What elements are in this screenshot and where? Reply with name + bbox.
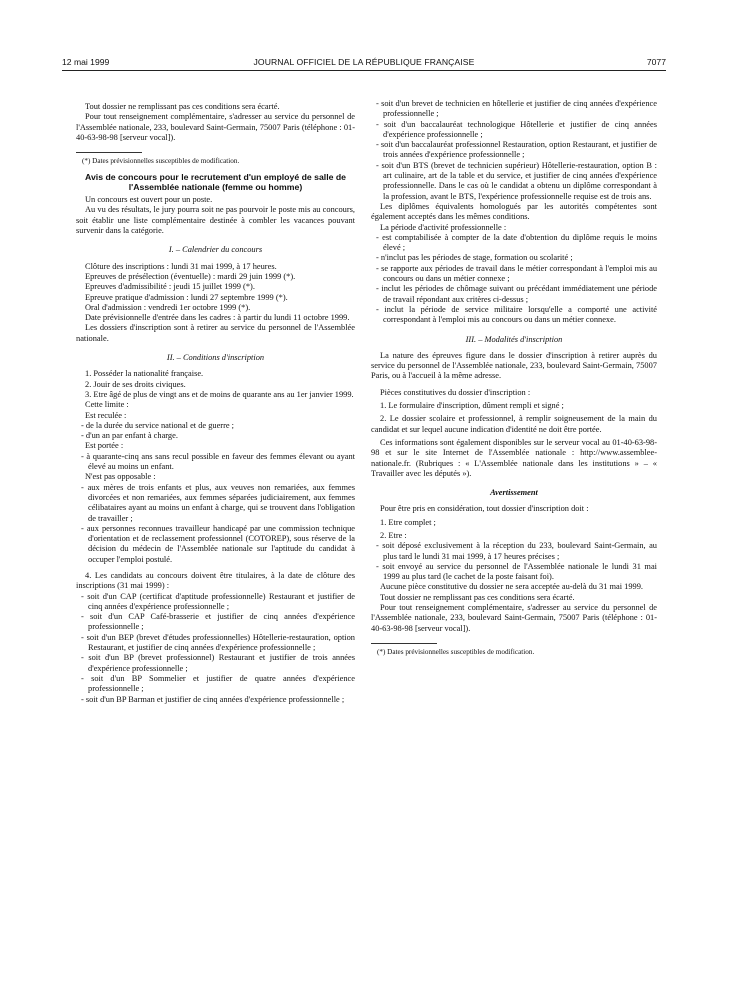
footnote-rule: [371, 643, 437, 644]
list-item: - soit envoyé au service du personnel de l'Assemblée nationale le lundi 31 mai 1999 au plus tard (le cachet de la poste faisant foi).: [376, 561, 657, 582]
notice-title: Avis de concours pour le recrutement d'un employé de salle de l'Assemblée nationale (femme ou homme): [85, 172, 346, 193]
issue-date: 12 mai 1999: [62, 57, 110, 67]
calendar-line: Les dossiers d'inscription sont à retirer au service du personnel de l'Assemblée nationale.: [76, 323, 355, 343]
list-item: - soit d'un BP (brevet professionnel) Restaurant et justifier de trois années d'expérience professionnelle ;: [81, 653, 356, 673]
list-item: - à quarante-cinq ans sans recul possible en faveur des femmes élevant ou ayant élevé au moins un enfant.: [81, 451, 355, 472]
list-item: - soit d'un CAP (certificat d'aptitude professionnelle) Restaurant et justifier de cinq années d'expérience professionnelle ;: [81, 591, 355, 611]
calendar-line: Oral d'admission : vendredi 1er octobre 1999 (*).: [85, 302, 251, 312]
condition-item: 1. Posséder la nationalité française.: [85, 369, 204, 379]
list-item: 2. Etre :: [380, 530, 407, 540]
section-heading: II. – Conditions d'inscription: [166, 353, 265, 363]
paragraph: Pour tout renseignement complémentaire, s'adresser au service du personnel de l'Assemblée nationale, 233, boulevard Saint-Germain, 75007 Paris (téléphone : 01-40-63-98-98 [serveur vocal]).: [76, 112, 355, 142]
list-item: - inclut la période de service militaire lorsqu'elle a comporté une activité correspondant à l'emploi mis au concours ou dans un métier connexe.: [376, 304, 657, 325]
list-item: - soit d'un BP Barman et justifier de cinq années d'expérience professionnelle ;: [81, 694, 345, 704]
list-item: - soit d'un CAP Café-brasserie et justifier de cinq années d'expérience professionnelle ;: [81, 612, 355, 632]
paragraph: Pour tout renseignement complémentaire, s'adresser au service du personnel de l'Assemblée nationale, 233, boulevard Saint-Germain, 75007 Paris (téléphone : 01-40-63-98-98 [serveur vocal]).: [371, 603, 657, 633]
list-item: - aux mères de trois enfants et plus, aux veuves non remariées, aux femmes divorcées et non remariées, aux femmes séparées judiciairement, aux femmes célibataires ayant au moins un enfant à charge, qui se trouvent dans l'obligation de travailler ;: [81, 482, 355, 523]
calendar-line: Epreuves de présélection (éventuelle) : mardi 29 juin 1999 (*).: [85, 271, 296, 281]
list-item: - soit déposé exclusivement à la réception du 233, boulevard Saint-Germain, au plus tard le lundi 31 mai 1999, à 17 heures précises ;: [376, 541, 657, 561]
page-number: 7077: [646, 57, 666, 67]
calendar-line: Clôture des inscriptions : lundi 31 mai 1999, à 17 heures.: [85, 261, 277, 271]
list-item: - n'inclut pas les périodes de stage, formation ou scolarité ;: [376, 253, 573, 263]
list-item: - soit d'un BP Sommelier et justifier de quatre années d'expérience professionnelle ;: [81, 673, 355, 694]
list-item: - soit d'un brevet de technicien en hôtellerie et justifier de cinq années d'expérience professionnelle ;: [376, 99, 657, 119]
paragraph: Au vu des résultats, le jury pourra soit ne pas pourvoir le poste mis au concours, soit établir une liste complémentaire destinée à combler les vacances pouvant survenir dans la catégorie.: [76, 205, 355, 236]
footnote: (*) Dates prévisionnelles susceptibles de modification.: [82, 157, 240, 166]
footnote-rule: [76, 152, 142, 153]
calendar-line: Date prévisionnelle d'entrée dans les cadres : à partir du lundi 11 octobre 1999.: [85, 313, 350, 323]
paragraph: Tout dossier ne remplissant pas ces conditions sera écarté.: [380, 592, 575, 602]
label: La période d'activité professionnelle :: [380, 222, 507, 232]
list-item: - d'un an par enfant à charge.: [81, 431, 178, 441]
avertissement-heading: Avertissement: [490, 488, 538, 498]
list-item: 2. Le dossier scolaire et professionnel, à remplir soigneusement de la main du candidat et sur lequel aucune indication d'identité ne doit être portée.: [371, 414, 657, 434]
list-item: - soit d'un baccalauréat professionnel Restauration, option Restaurant, et justifier de trois années d'expérience professionnelle ;: [376, 140, 657, 160]
list-item: 1. Etre complet ;: [380, 517, 436, 527]
label: Pièces constitutives du dossier d'inscription :: [380, 387, 531, 397]
paragraph: Pour être pris en considération, tout dossier d'inscription doit :: [380, 504, 589, 514]
calendar-line: Epreuves d'admissibilité : jeudi 15 juillet 1999 (*).: [85, 282, 255, 292]
condition-item: 3. Etre âgé de plus de vingt ans et de moins de quarante ans au 1er janvier 1999.: [85, 389, 354, 399]
paragraph: Un concours est ouvert pour un poste.: [85, 195, 213, 205]
list-item: - soit d'un BEP (brevet d'études professionnelles) Hôtellerie-restauration, option Restaurant, et justifier de cinq années d'expérience professionnelle ;: [81, 632, 355, 653]
section-heading: III. – Modalités d'inscription: [465, 334, 563, 344]
left-column: [76, 102, 355, 705]
list-item: - inclut les périodes de chômage suivant ou précédant immédiatement une période de travail répondant aux critères ci-dessus ;: [376, 284, 657, 304]
list-item: - de la durée du service national et de guerre ;: [81, 420, 235, 430]
paragraph: Aucune pièce constitutive du dossier ne sera acceptée au-delà du 31 mai 1999.: [380, 582, 644, 592]
list-item: - se rapporte aux périodes de travail dans le métier correspondant à l'emploi mis au concours ou dans un métier connexe ;: [376, 263, 658, 284]
paragraph: Tout dossier ne remplissant pas ces conditions sera écarté.: [85, 102, 280, 111]
list-item: - est comptabilisée à compter de la date d'obtention du diplôme requis le moins élevé ;: [376, 232, 658, 253]
right-column: [371, 99, 657, 657]
footnote: (*) Dates prévisionnelles susceptibles de modification.: [377, 647, 535, 656]
label: Cette limite :: [85, 400, 129, 410]
label: Est portée :: [85, 441, 124, 451]
paragraph: Les diplômes équivalents homologués par les autorités compétentes sont également acceptés dans les mêmes conditions.: [371, 201, 657, 222]
list-item: - aux personnes reconnues travailleur handicapé par une commission technique d'orientation et de reclassement professionnel (COTOREP), sous réserve de la décision du médecin de l'Assemblée nationale sur l'aptitude du candidat à occuper l'emploi postulé.: [81, 523, 355, 564]
label: N'est pas opposable :: [85, 472, 156, 482]
list-item: - soit d'un BTS (brevet de technicien supérieur) Hôtellerie-restauration, option B : art culinaire, art de la table et du service, et justifier de cinq années d'expérience professionnelle. Dans le cas où le candidat a obtenu un diplôme correspondant à la profession, avant le BTS, l'expérience professionnelle requise est de trois ans.: [376, 160, 657, 201]
list-item: - soit d'un baccalauréat technologique Hôtellerie et justifier de cinq années d'expérience professionnelle ;: [376, 119, 657, 139]
label: Est reculée :: [85, 410, 127, 420]
page-header: [62, 57, 666, 71]
journal-title: JOURNAL OFFICIEL DE LA RÉPUBLIQUE FRANÇAISE: [253, 57, 475, 67]
calendar-line: Epreuve pratique d'admission : lundi 27 septembre 1999 (*).: [85, 292, 288, 302]
section-heading: I. – Calendrier du concours: [168, 245, 263, 255]
header-rule: [62, 70, 666, 71]
paragraph: La nature des épreuves figure dans le dossier d'inscription à retirer auprès du service du personnel de l'Assemblée nationale, 233, boulevard Saint-Germain, 75007 Paris, ou à l'accueil à la même adresse.: [371, 350, 657, 381]
paragraph: Ces informations sont également disponibles sur le serveur vocal au 01-40-63-98-98 et sur le site Internet de l'Assemblée nationale : http://www.assemblee-nationale.fr. (Rubriques : « L'Assemblée nationale dans les institutions » – « Travailler avec les députés »).: [371, 437, 657, 478]
list-item: 1. Le formulaire d'inscription, dûment rempli et signé ;: [380, 401, 564, 411]
paragraph: 4. Les candidats au concours doivent être titulaires, à la date de clôture des inscriptions (31 mai 1999) :: [76, 570, 355, 591]
condition-item: 2. Jouir de ses droits civiques.: [85, 379, 186, 389]
